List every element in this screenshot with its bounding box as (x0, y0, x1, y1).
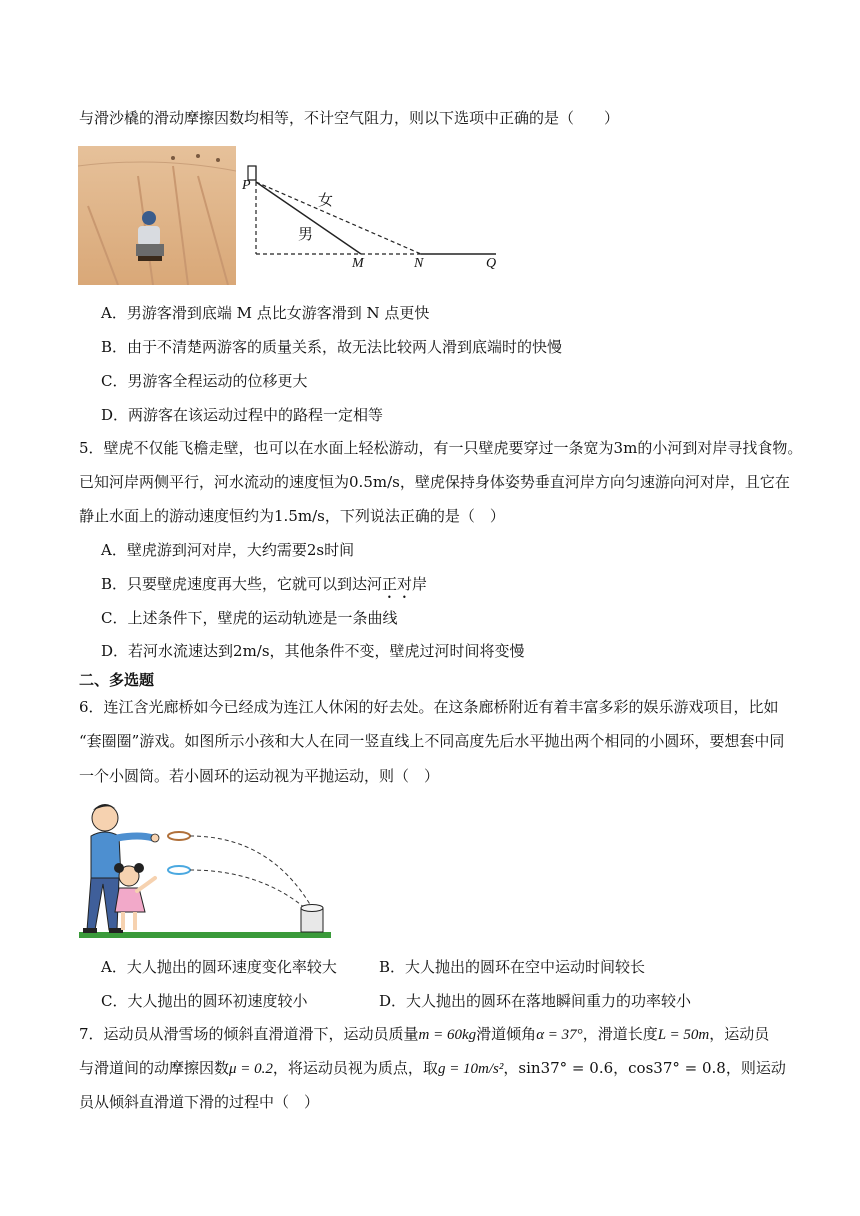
label-n: N (414, 256, 424, 271)
q4-option-d: D．两游客在该运动过程中的路程一定相等 (101, 406, 384, 424)
q5-option-c: C．上述条件下，壁虎的运动轨迹是一条曲线 (101, 609, 398, 627)
q6-option-d: D．大人抛出的圆环在落地瞬间重力的功率较小 (379, 992, 692, 1010)
angle-expression: α = 37° (536, 1027, 583, 1043)
q5-line-2: 已知河岸两侧平行，河水流动的速度恒为0.5m/s，壁虎保持身体姿势垂直河岸方向匀速游向河对岸，且它在 (79, 473, 790, 491)
q5-option-a: A．壁虎游到河对岸，大约需要2s时间 (101, 541, 355, 559)
q6-option-b: B．大人抛出的圆环在空中运动时间较长 (379, 958, 646, 976)
cosine-expression: cos37° = 0.8 (628, 1059, 726, 1077)
q5-line-3: 静止水面上的游动速度恒约为1.5m/s，下列说法正确的是（ ） (79, 507, 505, 525)
q6-line-2: “套圈圈”游戏。如图所示小孩和大人在同一竖直线上不同高度先后水平抛出两个相同的小圆环，要想套中同 (79, 732, 785, 750)
q6-option-a: A．大人抛出的圆环速度变化率较大 (101, 958, 337, 976)
q4-option-a: A．男游客滑到底端 M 点比女游客滑到 N 点更快 (101, 304, 430, 322)
length-expression: L = 50m (657, 1027, 710, 1043)
sand-sled-photo (78, 146, 236, 285)
emphasis-text: 正对 (382, 575, 413, 593)
friction-expression: μ = 0.2 (229, 1061, 273, 1077)
q7-line-3: 员从倾斜直滑道下滑的过程中（ ） (79, 1093, 320, 1111)
slide-diagram (238, 160, 508, 276)
q7-line-1: 7．运动员从滑雪场的倾斜直滑道滑下，运动员质量m = 60kg滑道倾角α = 37°，滑道长度L = 50m，运动员 (79, 1025, 770, 1043)
label-q: Q (486, 256, 497, 271)
q4-stem-end: 与滑沙橇的滑动摩擦因数均相等，不计空气阻力，则以下选项中正确的是（ ） (79, 109, 620, 127)
ring-toss-illustration (79, 796, 331, 944)
q4-option-c: C．男游客全程运动的位移更大 (101, 372, 308, 390)
q6-option-c: C．大人抛出的圆环初速度较小 (101, 992, 308, 1010)
q6-line-1: 6．连江含光廊桥如今已经成为连江人休闲的好去处。在这条廊桥附近有着丰富多彩的娱乐游戏项目，比如 (79, 698, 779, 716)
gravity-expression: g = 10m/s² (437, 1061, 504, 1077)
section-heading: 二、多选题 (79, 671, 155, 689)
label-m: M (352, 256, 364, 271)
label-female: 女 (318, 191, 334, 209)
q5-line-1: 5．壁虎不仅能飞檐走壁，也可以在水面上轻松游动，有一只壁虎要穿过一条宽为3m的小河到对岸寻找食物。 (79, 439, 803, 457)
q5-option-d: D．若河水流速达到2m/s，其他条件不变，壁虎过河时间将变慢 (101, 642, 525, 660)
mass-expression: m = 60kg (418, 1027, 477, 1043)
q6-line-3: 一个小圆筒。若小圆环的运动视为平抛运动，则（ ） (79, 767, 440, 785)
q4-option-b: B．由于不清楚两游客的质量关系，故无法比较两人滑到底端时的快慢 (101, 338, 563, 356)
sine-expression: sin37° = 0.6 (518, 1059, 614, 1077)
q7-line-2: 与滑道间的动摩擦因数μ = 0.2，将运动员视为质点，取g = 10m/s²，sin37° = 0.6，cos37° = 0.8，则运动 (79, 1059, 786, 1077)
label-male: 男 (298, 225, 314, 243)
q5-option-b: B．只要壁虎速度再大些，它就可以到达河正对岸 (101, 575, 428, 593)
label-p: P (242, 178, 251, 193)
